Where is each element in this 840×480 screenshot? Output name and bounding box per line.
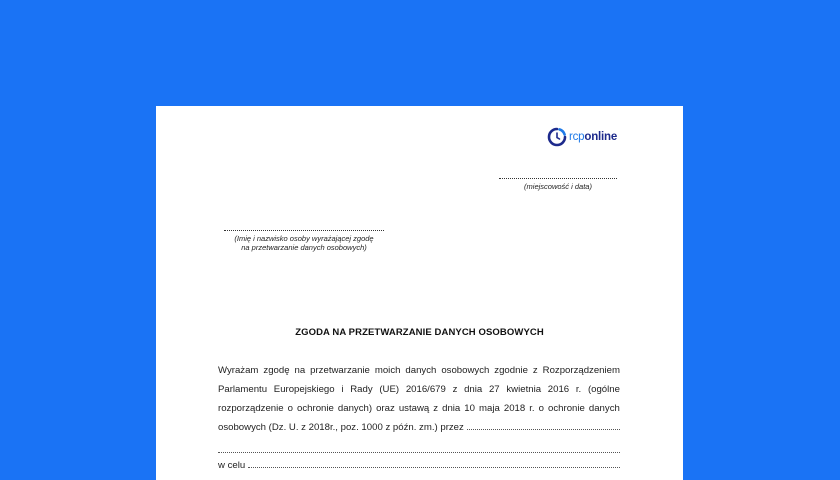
- body-word: z: [452, 384, 458, 395]
- body-word: i: [341, 384, 344, 395]
- body-word: z: [532, 365, 538, 376]
- body-word: oraz: [376, 403, 395, 414]
- body-word: Parlamentu: [218, 384, 268, 395]
- body-word: r.: [575, 384, 582, 395]
- fill-line-blank: [218, 437, 620, 456]
- body-word: danych: [405, 365, 437, 376]
- body-word: Rozporządzeniem: [542, 365, 620, 376]
- body-word: ochronie: [548, 403, 585, 414]
- body-word: Rady: [350, 384, 373, 395]
- fill-line-purpose-2: [218, 475, 620, 480]
- body-word: rozporządzenie: [218, 403, 284, 414]
- body-word: dnia: [464, 384, 483, 395]
- body-word: (ogólne: [587, 384, 620, 395]
- body-word: ochronie: [297, 403, 334, 414]
- body-word: ustawą: [398, 403, 430, 414]
- body-word: zgodnie: [494, 365, 528, 376]
- body-word: Wyrażam: [218, 365, 259, 376]
- body-line-6-text: w celu: [218, 460, 246, 471]
- body-word: dnia: [442, 403, 461, 414]
- consent-body: [218, 361, 620, 480]
- body-word: przetwarzanie: [310, 365, 370, 376]
- body-word: danych): [337, 403, 373, 414]
- body-word: danych: [588, 403, 620, 414]
- person-name-field: [224, 230, 384, 252]
- body-word: moich: [374, 365, 401, 376]
- person-name-line: [224, 230, 384, 231]
- body-word: o: [287, 403, 293, 414]
- body-word: zgodę: [263, 365, 290, 376]
- body-word: 2018: [503, 403, 526, 414]
- body-word: osobowych: [441, 365, 490, 376]
- body-line-4: [218, 418, 620, 437]
- place-date-line: [499, 178, 617, 179]
- person-caption-line1: (Imię i nazwisko osoby wyrażającej zgodę: [234, 234, 374, 243]
- body-word: r.: [529, 403, 535, 414]
- body-word: o: [538, 403, 544, 414]
- body-word: z: [433, 403, 439, 414]
- place-date-field: [499, 178, 617, 191]
- body-line-1: [218, 361, 620, 380]
- body-word: (UE): [379, 384, 400, 395]
- logo-text-rcp: rcp: [569, 131, 585, 143]
- rcponline-logo: [547, 127, 617, 147]
- document-page: [156, 106, 683, 480]
- logo-text: [569, 131, 617, 143]
- document-title: ZGODA NA PRZETWARZANIE DANYCH OSOBOWYCH: [295, 327, 544, 338]
- body-word: Europejskiego: [273, 384, 335, 395]
- body-word: 10: [464, 403, 475, 414]
- fill-line-by: [467, 429, 620, 430]
- fill-line-purpose: [248, 467, 620, 468]
- body-line-4-text: osobowych (Dz. U. z 2018r., poz. 1000 z późn. zm.) przez: [218, 422, 464, 433]
- body-line-2: [218, 380, 620, 399]
- body-word: 2016: [547, 384, 570, 395]
- body-word: 27: [488, 384, 500, 395]
- body-word: kwietnia: [506, 384, 542, 395]
- body-word: na: [294, 365, 306, 376]
- body-line-3: [218, 399, 620, 418]
- clock-icon: [547, 127, 567, 147]
- body-word: 2016/679: [405, 384, 446, 395]
- place-date-caption: (miejscowość i data): [524, 182, 592, 191]
- body-line-6: [218, 456, 620, 475]
- body-word: maja: [479, 403, 500, 414]
- person-caption-line2: na przetwarzanie danych osobowych): [241, 243, 367, 252]
- logo-text-online: online: [584, 131, 618, 143]
